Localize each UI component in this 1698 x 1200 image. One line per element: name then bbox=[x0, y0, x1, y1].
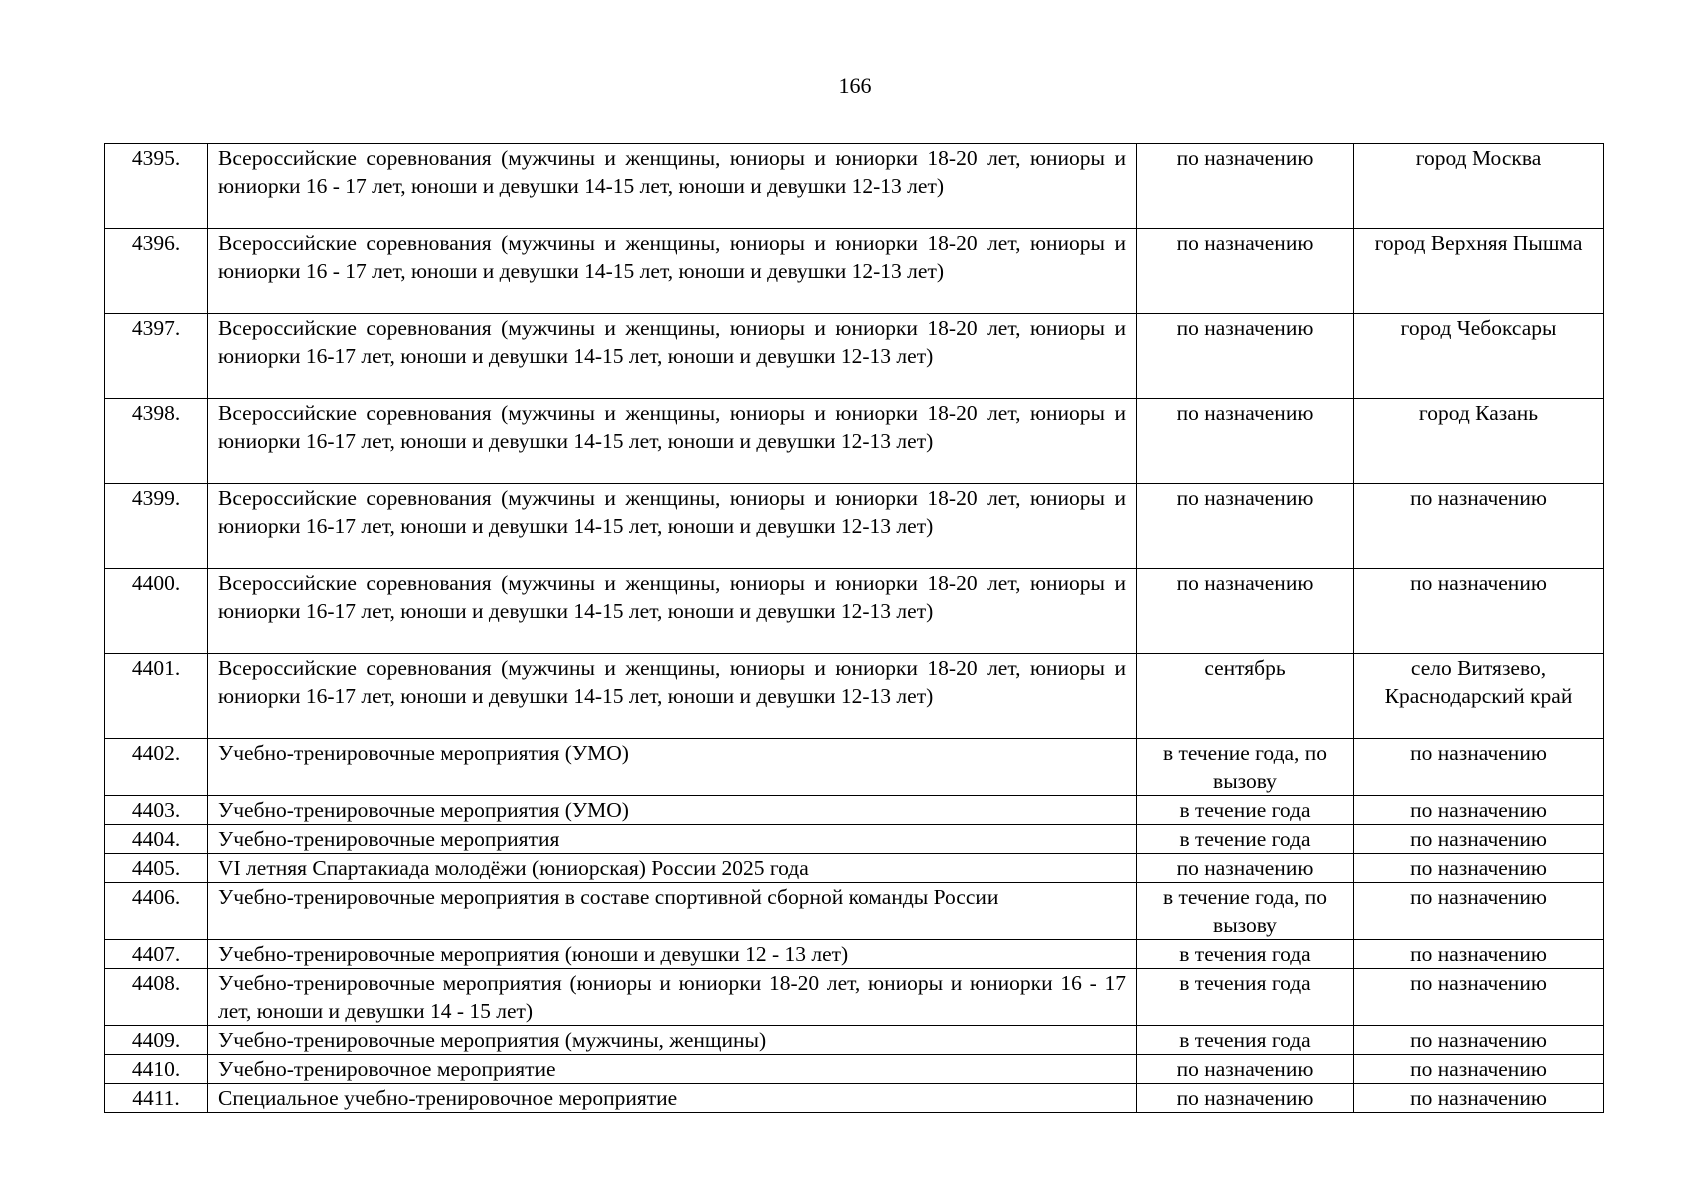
table-row bbox=[105, 314, 1604, 399]
event-name: Учебно-тренировочные мероприятия (юноши и девушки 12 - 13 лет) bbox=[208, 940, 1137, 969]
event-name: Специальное учебно-тренировочное мероприятие bbox=[208, 1084, 1137, 1113]
row-number: 4410. bbox=[105, 1055, 208, 1084]
row-number: 4411. bbox=[105, 1084, 208, 1113]
event-name: Учебно-тренировочные мероприятия (юниоры и юниорки 18-20 лет, юниоры и юниорки 16 - 17 лет, юноши и девушки 14 - 15 лет) bbox=[208, 969, 1137, 1026]
row-number: 4405. bbox=[105, 854, 208, 883]
table-row bbox=[105, 1055, 1604, 1084]
table-row bbox=[105, 940, 1604, 969]
event-place: село Витязево, Краснодарский край bbox=[1354, 654, 1604, 739]
event-date: по назначению bbox=[1137, 229, 1354, 314]
event-date: в течение года bbox=[1137, 796, 1354, 825]
event-place: по назначению bbox=[1354, 1026, 1604, 1055]
row-number: 4406. bbox=[105, 883, 208, 940]
event-name: Всероссийские соревнования (мужчины и женщины, юниоры и юниорки 18-20 лет, юниоры и юниорки 16-17 лет, юноши и девушки 14-15 лет, юноши и девушки 12-13 лет) bbox=[208, 314, 1137, 399]
event-place: по назначению bbox=[1354, 969, 1604, 1026]
row-number: 4397. bbox=[105, 314, 208, 399]
table-row bbox=[105, 484, 1604, 569]
event-name: Всероссийские соревнования (мужчины и женщины, юниоры и юниорки 18-20 лет, юниоры и юниорки 16-17 лет, юноши и девушки 14-15 лет, юноши и девушки 12-13 лет) bbox=[208, 654, 1137, 739]
table-row bbox=[105, 1026, 1604, 1055]
row-number: 4399. bbox=[105, 484, 208, 569]
event-date: по назначению bbox=[1137, 1084, 1354, 1113]
events-table bbox=[104, 143, 1604, 1113]
event-date: по назначению bbox=[1137, 1055, 1354, 1084]
table-row bbox=[105, 569, 1604, 654]
row-number: 4403. bbox=[105, 796, 208, 825]
row-number: 4400. bbox=[105, 569, 208, 654]
table-row bbox=[105, 144, 1604, 229]
event-place: по назначению bbox=[1354, 484, 1604, 569]
event-place: город Чебоксары bbox=[1354, 314, 1604, 399]
table-row bbox=[105, 1084, 1604, 1113]
event-name: Учебно-тренировочное мероприятие bbox=[208, 1055, 1137, 1084]
table-row bbox=[105, 229, 1604, 314]
event-name: Всероссийские соревнования (мужчины и женщины, юниоры и юниорки 18-20 лет, юниоры и юниорки 16-17 лет, юноши и девушки 14-15 лет, юноши и девушки 12-13 лет) bbox=[208, 399, 1137, 484]
event-date: сентябрь bbox=[1137, 654, 1354, 739]
event-name: Всероссийские соревнования (мужчины и женщины, юниоры и юниорки 18-20 лет, юниоры и юниорки 16 - 17 лет, юноши и девушки 14-15 лет, юноши и девушки 12-13 лет) bbox=[208, 144, 1137, 229]
event-place: по назначению bbox=[1354, 1084, 1604, 1113]
event-place: город Верхняя Пышма bbox=[1354, 229, 1604, 314]
event-date: по назначению bbox=[1137, 314, 1354, 399]
row-number: 4398. bbox=[105, 399, 208, 484]
event-place: город Москва bbox=[1354, 144, 1604, 229]
event-place: по назначению bbox=[1354, 883, 1604, 940]
event-name: Учебно-тренировочные мероприятия (УМО) bbox=[208, 739, 1137, 796]
event-date: в течения года bbox=[1137, 1026, 1354, 1055]
row-number: 4408. bbox=[105, 969, 208, 1026]
event-place: по назначению bbox=[1354, 739, 1604, 796]
row-number: 4396. bbox=[105, 229, 208, 314]
event-name: VI летняя Спартакиада молодёжи (юниорская) России 2025 года bbox=[208, 854, 1137, 883]
event-place: по назначению bbox=[1354, 825, 1604, 854]
table-row bbox=[105, 969, 1604, 1026]
row-number: 4409. bbox=[105, 1026, 208, 1055]
row-number: 4407. bbox=[105, 940, 208, 969]
event-date: по назначению bbox=[1137, 399, 1354, 484]
event-name: Всероссийские соревнования (мужчины и женщины, юниоры и юниорки 18-20 лет, юниоры и юниорки 16-17 лет, юноши и девушки 14-15 лет, юноши и девушки 12-13 лет) bbox=[208, 569, 1137, 654]
table-row bbox=[105, 399, 1604, 484]
table-row bbox=[105, 825, 1604, 854]
event-place: по назначению bbox=[1354, 940, 1604, 969]
event-date: по назначению bbox=[1137, 484, 1354, 569]
event-name: Всероссийские соревнования (мужчины и женщины, юниоры и юниорки 18-20 лет, юниоры и юниорки 16-17 лет, юноши и девушки 14-15 лет, юноши и девушки 12-13 лет) bbox=[208, 484, 1137, 569]
row-number: 4404. bbox=[105, 825, 208, 854]
events-table-body bbox=[105, 144, 1604, 1113]
page-number: 166 bbox=[838, 73, 872, 98]
event-name: Учебно-тренировочные мероприятия bbox=[208, 825, 1137, 854]
event-date: в течение года bbox=[1137, 825, 1354, 854]
event-name: Учебно-тренировочные мероприятия в составе спортивной сборной команды России bbox=[208, 883, 1137, 940]
table-row bbox=[105, 883, 1604, 940]
table-row bbox=[105, 654, 1604, 739]
event-date: по назначению bbox=[1137, 144, 1354, 229]
event-place: по назначению bbox=[1354, 1055, 1604, 1084]
table-row bbox=[105, 739, 1604, 796]
event-place: город Казань bbox=[1354, 399, 1604, 484]
event-date: в течение года, по вызову bbox=[1137, 883, 1354, 940]
event-date: по назначению bbox=[1137, 569, 1354, 654]
event-name: Всероссийские соревнования (мужчины и женщины, юниоры и юниорки 18-20 лет, юниоры и юниорки 16 - 17 лет, юноши и девушки 14-15 лет, юноши и девушки 12-13 лет) bbox=[208, 229, 1137, 314]
event-date: в течения года bbox=[1137, 940, 1354, 969]
event-date: в течение года, по вызову bbox=[1137, 739, 1354, 796]
event-name: Учебно-тренировочные мероприятия (мужчины, женщины) bbox=[208, 1026, 1137, 1055]
event-place: по назначению bbox=[1354, 796, 1604, 825]
row-number: 4395. bbox=[105, 144, 208, 229]
table-row bbox=[105, 796, 1604, 825]
event-place: по назначению bbox=[1354, 854, 1604, 883]
event-date: в течения года bbox=[1137, 969, 1354, 1026]
event-name: Учебно-тренировочные мероприятия (УМО) bbox=[208, 796, 1137, 825]
event-date: по назначению bbox=[1137, 854, 1354, 883]
row-number: 4402. bbox=[105, 739, 208, 796]
row-number: 4401. bbox=[105, 654, 208, 739]
table-row bbox=[105, 854, 1604, 883]
event-place: по назначению bbox=[1354, 569, 1604, 654]
